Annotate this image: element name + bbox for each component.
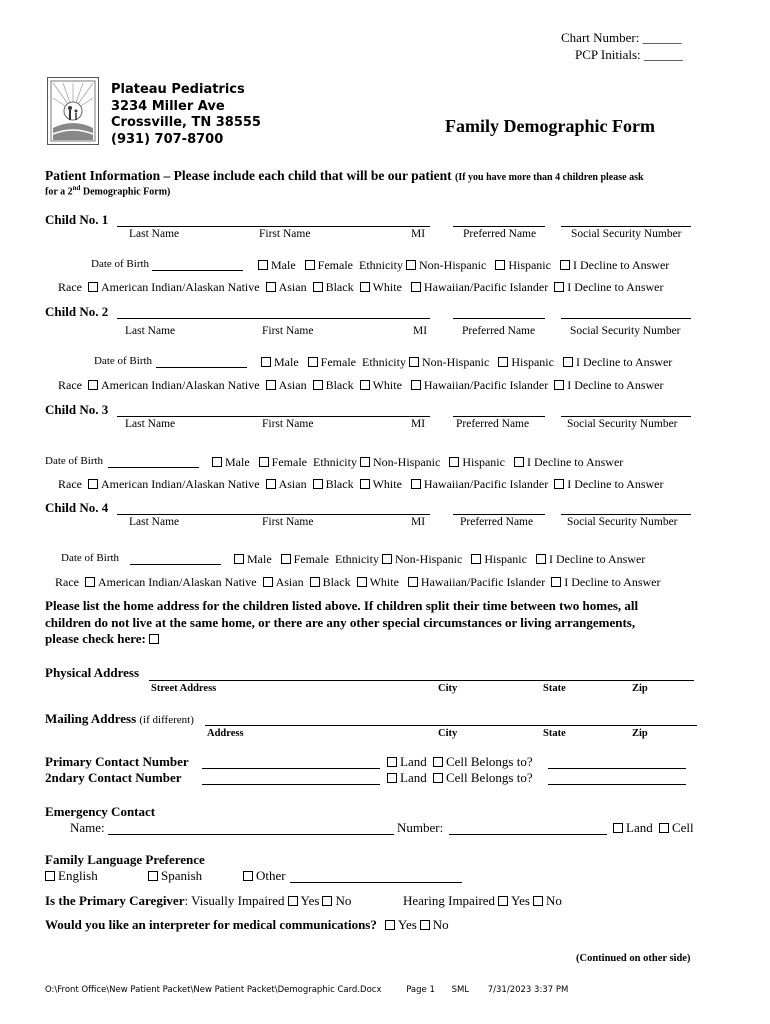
asian-label: Asian <box>278 378 307 392</box>
preferred-name-caption: Preferred Name <box>463 228 537 240</box>
asian-checkbox[interactable] <box>266 479 276 489</box>
footer-path: O:\Front Office\New Patient Packet\New Patient Packet\Demographic Card.Docx <box>45 985 382 995</box>
address-intro-line-2: children do not live at the same home, or there are any other special circumstances or living arrangements, <box>45 614 636 630</box>
race-decline-label: I Decline to Answer <box>564 575 661 589</box>
emergency-name-label: Name: <box>70 820 105 835</box>
visual-yes-label: Yes <box>300 893 320 908</box>
ethnicity-label: Ethnicity <box>312 455 357 469</box>
address-intro-line-1: Please list the home address for the children listed above. If children split their time between two homes, all <box>45 598 639 613</box>
primary-cell-checkbox[interactable] <box>433 757 443 767</box>
special-circumstances-checkbox[interactable] <box>149 634 159 644</box>
mailing-address-caption: Address <box>207 728 244 739</box>
ethnicity-decline-checkbox[interactable] <box>563 357 573 367</box>
non-hispanic-checkbox[interactable] <box>360 457 370 467</box>
ethnicity-label: Ethnicity <box>334 552 379 566</box>
male-checkbox[interactable] <box>261 357 271 367</box>
female-label: Female <box>320 355 356 369</box>
interpreter-yes-label: Yes <box>397 917 417 932</box>
female-label: Female <box>317 258 353 272</box>
secondary-contact-label: 2ndary Contact Number <box>45 770 182 785</box>
non-hispanic-checkbox[interactable] <box>406 260 416 270</box>
male-checkbox[interactable] <box>212 457 222 467</box>
hearing-no-checkbox[interactable] <box>533 896 543 906</box>
non-hispanic-label: Non-Hispanic <box>372 455 441 469</box>
female-checkbox[interactable] <box>308 357 318 367</box>
primary-contact-label: Primary Contact Number <box>45 754 189 769</box>
hawaiian-checkbox[interactable] <box>411 380 421 390</box>
american-indian-label: American Indian/Alaskan Native <box>100 280 260 294</box>
child-ssn-field[interactable] <box>561 514 691 515</box>
address-intro-line-3: please check here: <box>45 631 146 646</box>
physical-zip-caption: Zip <box>632 683 648 694</box>
child-label: Child No. 4 <box>45 500 109 515</box>
secondary-cell-checkbox[interactable] <box>433 773 443 783</box>
female-checkbox[interactable] <box>281 554 291 564</box>
mailing-address-field[interactable] <box>205 725 697 726</box>
secondary-cell-owner-field[interactable] <box>548 784 686 785</box>
hawaiian-label: Hawaiian/Pacific Islander <box>423 378 549 392</box>
white-label: White <box>372 477 402 491</box>
child-ssn-field[interactable] <box>561 318 691 319</box>
black-label: Black <box>325 280 354 294</box>
physical-address-field[interactable] <box>149 680 694 681</box>
child-name-field[interactable] <box>117 416 430 417</box>
physical-street-caption: Street Address <box>151 683 217 694</box>
dob-label: Date of Birth <box>61 552 120 564</box>
male-checkbox[interactable] <box>234 554 244 564</box>
interpreter-question: Would you like an interpreter for medical communications? <box>45 917 377 932</box>
patient-info-note-2b: Demographic Form) <box>80 186 171 198</box>
race-label: Race <box>58 280 82 294</box>
practice-city: Crossville, TN 38555 <box>111 115 261 130</box>
other-language-checkbox[interactable] <box>243 871 253 881</box>
mailing-if-different: (if different) <box>139 714 194 726</box>
hearing-no-label: No <box>545 893 562 908</box>
physical-state-caption: State <box>543 683 566 694</box>
ethnicity-label: Ethnicity <box>358 258 403 272</box>
child-name-field[interactable] <box>117 318 430 319</box>
preferred-name-caption: Preferred Name <box>456 418 530 430</box>
race-decline-checkbox[interactable] <box>554 380 564 390</box>
language-heading: Family Language Preference <box>45 852 205 867</box>
chart-number-label: Chart Number: ______ <box>561 30 682 45</box>
ethnicity-decline-checkbox[interactable] <box>560 260 570 270</box>
child-label: Child No. 1 <box>45 212 109 227</box>
practice-street: 3234 Miller Ave <box>111 98 225 114</box>
primary-land-label: Land <box>400 754 427 769</box>
primary-land-checkbox[interactable] <box>387 757 397 767</box>
patient-info-note-sup: nd <box>72 184 81 192</box>
footer-initials: SML <box>451 985 470 995</box>
mi-caption: MI <box>411 418 426 430</box>
non-hispanic-label: Non-Hispanic <box>421 355 490 369</box>
secondary-contact-field[interactable] <box>202 784 380 785</box>
mi-caption: MI <box>411 516 426 528</box>
first-name-caption: First Name <box>262 325 314 337</box>
visual-no-label: No <box>335 893 352 908</box>
asian-checkbox[interactable] <box>263 577 273 587</box>
hawaiian-checkbox[interactable] <box>408 577 418 587</box>
physical-city-caption: City <box>438 683 458 694</box>
american-indian-checkbox[interactable] <box>85 577 95 587</box>
hispanic-checkbox[interactable] <box>449 457 459 467</box>
ssn-caption: Social Security Number <box>571 228 682 240</box>
female-label: Female <box>271 455 307 469</box>
american-indian-checkbox[interactable] <box>88 380 98 390</box>
patient-info-note: (If you have more than 4 children please ask <box>455 172 644 183</box>
child-preferred-name-field[interactable] <box>453 226 545 227</box>
ethnicity-decline-label: I Decline to Answer <box>548 552 646 566</box>
black-checkbox[interactable] <box>313 380 323 390</box>
emergency-cell-label: Cell <box>671 820 694 835</box>
american-indian-label: American Indian/Alaskan Native <box>97 575 257 589</box>
child-ssn-field[interactable] <box>561 416 691 417</box>
mailing-city-caption: City <box>438 728 458 739</box>
dob-field[interactable] <box>130 564 221 565</box>
child-name-field[interactable] <box>117 226 430 227</box>
secondary-land-label: Land <box>400 770 427 785</box>
last-name-caption: Last Name <box>129 228 180 240</box>
white-label: White <box>372 280 402 294</box>
male-label: Male <box>225 455 250 469</box>
form-title: Family Demographic Form <box>445 116 655 136</box>
child-preferred-name-field[interactable] <box>453 416 545 417</box>
continued-note: (Continued on other side) <box>576 953 691 964</box>
race-label: Race <box>58 378 82 392</box>
male-label: Male <box>271 258 296 272</box>
hispanic-checkbox[interactable] <box>498 357 508 367</box>
interpreter-no-label: No <box>432 917 449 932</box>
first-name-caption: First Name <box>262 516 314 528</box>
secondary-cell-label: Cell Belongs to? <box>445 770 533 785</box>
emergency-cell-checkbox[interactable] <box>659 823 669 833</box>
hearing-yes-label: Yes <box>511 893 530 908</box>
footer-page: Page 1 <box>406 985 435 995</box>
hawaiian-checkbox[interactable] <box>411 479 421 489</box>
male-label: Male <box>247 552 272 566</box>
emergency-land-checkbox[interactable] <box>613 823 623 833</box>
american-indian-label: American Indian/Alaskan Native <box>100 477 260 491</box>
female-checkbox[interactable] <box>305 260 315 270</box>
race-decline-label: I Decline to Answer <box>567 378 664 392</box>
dob-field[interactable] <box>156 367 247 368</box>
ethnicity-label: Ethnicity <box>361 355 406 369</box>
child-ssn-field[interactable] <box>561 226 691 227</box>
patient-info-heading: Patient Information – Please include each child that will be our patient <box>45 168 452 183</box>
asian-checkbox[interactable] <box>266 282 276 292</box>
practice-logo <box>47 77 99 145</box>
male-checkbox[interactable] <box>258 260 268 270</box>
mailing-state-caption: State <box>543 728 566 739</box>
hispanic-label: Hispanic <box>511 355 554 369</box>
black-checkbox[interactable] <box>310 577 320 587</box>
race-decline-checkbox[interactable] <box>554 479 564 489</box>
emergency-number-field[interactable] <box>449 834 607 835</box>
non-hispanic-checkbox[interactable] <box>382 554 392 564</box>
mi-caption: MI <box>413 325 428 337</box>
hawaiian-checkbox[interactable] <box>411 282 421 292</box>
child-label: Child No. 3 <box>45 402 109 417</box>
race-label: Race <box>58 477 82 491</box>
white-checkbox[interactable] <box>357 577 367 587</box>
hispanic-label: Hispanic <box>462 455 505 469</box>
english-checkbox[interactable] <box>45 871 55 881</box>
spanish-label: Spanish <box>161 868 203 883</box>
child-preferred-name-field[interactable] <box>453 514 545 515</box>
hawaiian-label: Hawaiian/Pacific Islander <box>420 575 546 589</box>
mailing-address-label: Mailing Address <box>45 711 137 726</box>
practice-name: Plateau Pediatrics <box>111 82 245 97</box>
hearing-impaired-label: Hearing Impaired <box>403 893 496 908</box>
ethnicity-decline-label: I Decline to Answer <box>526 455 624 469</box>
hawaiian-label: Hawaiian/Pacific Islander <box>423 477 549 491</box>
female-label: Female <box>293 552 329 566</box>
hispanic-checkbox[interactable] <box>495 260 505 270</box>
spanish-checkbox[interactable] <box>148 871 158 881</box>
dob-label: Date of Birth <box>94 355 153 367</box>
black-label: Black <box>325 378 354 392</box>
race-label: Race <box>55 575 79 589</box>
primary-cell-label: Cell Belongs to? <box>445 754 533 769</box>
patient-info-note-2a: for a 2 <box>45 186 73 198</box>
asian-checkbox[interactable] <box>266 380 276 390</box>
preferred-name-caption: Preferred Name <box>460 516 534 528</box>
secondary-land-checkbox[interactable] <box>387 773 397 783</box>
american-indian-checkbox[interactable] <box>88 479 98 489</box>
primary-contact-field[interactable] <box>202 768 380 769</box>
child-name-field[interactable] <box>117 514 430 515</box>
asian-label: Asian <box>278 477 307 491</box>
other-language-field[interactable] <box>290 882 462 883</box>
dob-field[interactable] <box>108 467 199 468</box>
non-hispanic-label: Non-Hispanic <box>394 552 463 566</box>
ethnicity-decline-label: I Decline to Answer <box>575 355 673 369</box>
american-indian-checkbox[interactable] <box>88 282 98 292</box>
child-preferred-name-field[interactable] <box>453 318 545 319</box>
last-name-caption: Last Name <box>125 418 176 430</box>
hispanic-label: Hispanic <box>484 552 527 566</box>
hispanic-label: Hispanic <box>508 258 551 272</box>
white-label: White <box>372 378 402 392</box>
preferred-name-caption: Preferred Name <box>462 325 536 337</box>
dob-field[interactable] <box>152 270 243 271</box>
race-decline-checkbox[interactable] <box>551 577 561 587</box>
caregiver-question: Is the Primary Caregiver <box>45 893 185 908</box>
american-indian-label: American Indian/Alaskan Native <box>100 378 260 392</box>
practice-phone: (931) 707-8700 <box>111 131 224 147</box>
last-name-caption: Last Name <box>129 516 180 528</box>
dob-label: Date of Birth <box>91 258 150 270</box>
emergency-land-label: Land <box>626 820 653 835</box>
visual-no-checkbox[interactable] <box>322 896 332 906</box>
asian-label: Asian <box>278 280 307 294</box>
visual-yes-checkbox[interactable] <box>288 896 298 906</box>
ethnicity-decline-checkbox[interactable] <box>536 554 546 564</box>
ethnicity-decline-label: I Decline to Answer <box>572 258 670 272</box>
ssn-caption: Social Security Number <box>567 418 678 430</box>
female-checkbox[interactable] <box>259 457 269 467</box>
visually-impaired-label: : Visually Impaired <box>184 893 285 908</box>
non-hispanic-checkbox[interactable] <box>409 357 419 367</box>
black-label: Black <box>325 477 354 491</box>
pcp-initials-label: PCP Initials: ______ <box>575 47 683 62</box>
black-checkbox[interactable] <box>313 479 323 489</box>
physical-address-label: Physical Address <box>45 665 140 680</box>
mi-caption: MI <box>411 228 426 240</box>
non-hispanic-label: Non-Hispanic <box>418 258 487 272</box>
white-checkbox[interactable] <box>360 380 370 390</box>
interpreter-no-checkbox[interactable] <box>420 920 430 930</box>
hearing-yes-checkbox[interactable] <box>498 896 508 906</box>
emergency-name-field[interactable] <box>108 834 394 835</box>
footer-date: 7/31/2023 3:37 PM <box>487 985 569 995</box>
ssn-caption: Social Security Number <box>570 325 681 337</box>
first-name-caption: First Name <box>259 228 311 240</box>
first-name-caption: First Name <box>262 418 314 430</box>
other-language-label: Other <box>256 868 286 883</box>
asian-label: Asian <box>275 575 304 589</box>
emergency-number-label: Number: <box>397 820 444 835</box>
dob-label: Date of Birth <box>45 455 104 467</box>
interpreter-yes-checkbox[interactable] <box>385 920 395 930</box>
white-label: White <box>369 575 399 589</box>
mailing-zip-caption: Zip <box>632 728 648 739</box>
last-name-caption: Last Name <box>125 325 176 337</box>
race-decline-label: I Decline to Answer <box>567 280 664 294</box>
child-label: Child No. 2 <box>45 304 109 319</box>
white-checkbox[interactable] <box>360 479 370 489</box>
male-label: Male <box>274 355 299 369</box>
ethnicity-decline-checkbox[interactable] <box>514 457 524 467</box>
primary-cell-owner-field[interactable] <box>548 768 686 769</box>
english-label: English <box>58 868 98 883</box>
emergency-heading: Emergency Contact <box>45 804 156 819</box>
race-decline-checkbox[interactable] <box>554 282 564 292</box>
race-decline-label: I Decline to Answer <box>567 477 664 491</box>
white-checkbox[interactable] <box>360 282 370 292</box>
black-label: Black <box>322 575 351 589</box>
black-checkbox[interactable] <box>313 282 323 292</box>
ssn-caption: Social Security Number <box>567 516 678 528</box>
hispanic-checkbox[interactable] <box>471 554 481 564</box>
hawaiian-label: Hawaiian/Pacific Islander <box>423 280 549 294</box>
